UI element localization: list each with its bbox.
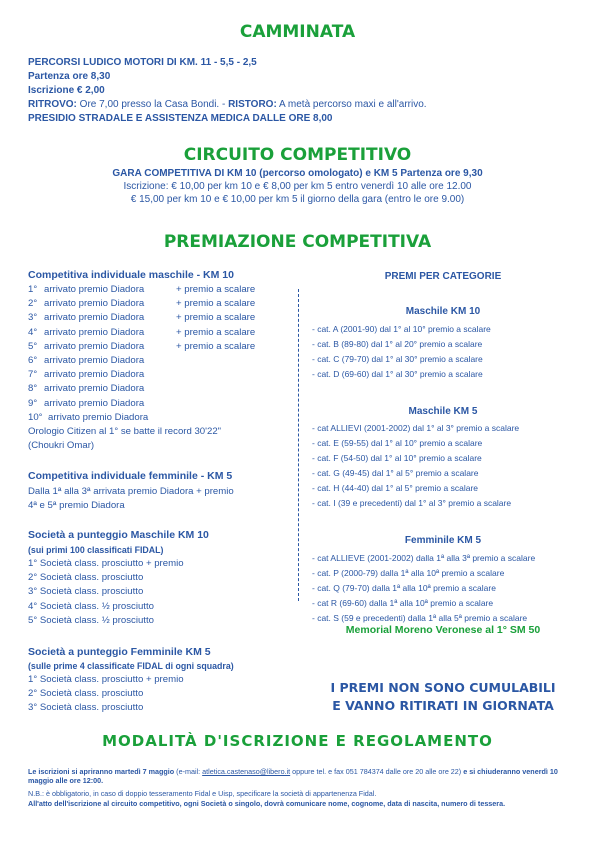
percorsi-line: PERCORSI LUDICO MOTORI DI KM. 11 - 5,5 - 2,5: [28, 57, 257, 68]
category-row: - cat. F (54-50) dal 1° al 10° premio a scalare: [312, 453, 482, 463]
ritrovo-line: [28, 99, 427, 111]
prize-rank: 2°: [28, 298, 38, 310]
femminile5-heading: Femminile KM 5: [404, 535, 482, 546]
category-row: - cat ALLIEVI (2001-2002) dal 1° al 3° premio a scalare: [312, 423, 520, 433]
maschile10-heading: Maschile KM 10: [405, 306, 481, 317]
iscrizione-line: Iscrizione € 2,00: [28, 85, 105, 96]
maschile10-list: [312, 322, 491, 382]
category-row: - cat. G (49-45) dal 1° al 5° premio a scalare: [312, 468, 479, 478]
prize-row: [28, 311, 255, 325]
prize-extra: + premio a scalare: [176, 312, 256, 324]
partenza-line: Partenza ore 8,30: [28, 71, 111, 82]
category-row: - cat. P (2000-79) dalla 1ª alla 10ª premio a scalare: [312, 568, 505, 578]
ind-femminile-line-1: Dalla 1ª alla 3ª arrivata premio Diadora + premio: [28, 486, 234, 497]
society-prize-row: 1° Società class. prosciutto + premio: [28, 674, 184, 685]
prize-row: [28, 326, 255, 340]
soc-maschile-heading: Società a punteggio Maschile KM 10: [28, 529, 209, 541]
prize-rank: 7°: [28, 369, 38, 381]
prize-rank: 9°: [28, 397, 38, 409]
prize-row: [28, 297, 255, 311]
category-row: - cat. Q (79-70) dalla 1ª alla 10ª premio a scalare: [312, 583, 496, 593]
soc-femminile-sub: (sulle prime 4 classificate FIDAL di ogni squadra): [28, 661, 234, 671]
email-link[interactable]: atletica.castenaso@libero.it: [202, 767, 291, 776]
circuito-iscrizione-1: Iscrizione: € 10,00 per km 10 e € 8,00 per km 5 entro venerdì 10 alle ore 12.00: [123, 181, 472, 192]
society-prize-row: 1° Società class. prosciutto + premio: [28, 558, 184, 569]
modalita-p1-b: (e-mail:: [174, 767, 203, 776]
prize-row: [28, 283, 255, 297]
prize-text: arrivato premio Diadora: [44, 369, 145, 381]
ind-femminile-heading: Competitiva individuale femminile - KM 5: [28, 470, 233, 482]
prize-row: [28, 354, 255, 368]
society-prize-row: 3° Società class. prosciutto: [28, 702, 144, 714]
prize-row: [28, 340, 255, 354]
ristoro-label: RISTORO:: [228, 99, 277, 110]
society-prize-row: 2° Società class. prosciutto: [28, 688, 144, 700]
prize-text: arrivato premio Diadora: [44, 340, 145, 352]
prize-text: arrivato premio Diadora: [44, 383, 145, 395]
category-row: - cat ALLIEVE (2001-2002) dalla 1ª alla 3ª premio a scalare: [312, 553, 536, 563]
society-prize-row: 5° Società class. ½ prosciutto: [28, 614, 154, 626]
prize-row: [28, 368, 255, 382]
soc-femminile-list: [28, 673, 184, 716]
prize-rank: 8°: [28, 383, 38, 395]
ritrovo-text: Ore 7,00 presso la Casa Bondi. -: [76, 99, 229, 110]
category-row: - cat. S (59 e precedenti) dalla 1ª alla 5ª premio a scalare: [312, 613, 528, 623]
modalita-p1-d: e si chiuderanno venerdì 10 maggio alle ore 12:00.: [28, 767, 558, 785]
prize-rank: 6°: [28, 355, 38, 367]
modalita-p1-c: oppure tel. e fax 051 784374 dalle ore 20 alle ore 22): [290, 767, 462, 776]
ind-maschile-list: [28, 283, 255, 425]
prize-rank: 10°: [28, 411, 43, 423]
circuito-iscrizione-2: € 15,00 per km 10 e € 10,00 per km 5 il giorno della gara (entro le ore 9.00): [130, 194, 465, 205]
ritrovo-label: RITROVO:: [28, 99, 77, 110]
prize-rank: 5°: [28, 340, 38, 352]
category-row: - cat. E (59-55) dal 1° al 10° premio a scalare: [312, 438, 483, 448]
maschile5-heading: Maschile KM 5: [408, 406, 478, 417]
femminile5-list: [312, 551, 535, 626]
category-row: - cat. B (89-80) dal 1° al 20° premio a scalare: [312, 339, 483, 349]
gara-line: GARA COMPETITIVA DI KM 10 (percorso omologato) e KM 5 Partenza ore 9,30: [112, 168, 483, 179]
category-row: - cat. A (2001-90) dal 1° al 10° premio a scalare: [312, 324, 491, 334]
soc-maschile-list: [28, 557, 184, 628]
category-row: - cat. I (39 e precedenti) dal 1° al 3° premio a scalare: [312, 498, 512, 508]
orologio-line-1: Orologio Citizen al 1° se batte il record 30'22": [28, 426, 222, 437]
modalita-paragraph-2: N.B.: è obbligatorio, in caso di doppio tesseramento Fidal e Uisp, specificare la società di appartenenza Fidal.: [28, 789, 377, 798]
category-row: - cat. D (69-60) dal 1° al 30° premio a scalare: [312, 369, 483, 379]
prize-extra: + premio a scalare: [176, 298, 256, 310]
prize-text: arrivato premio Diadora: [48, 411, 149, 423]
prize-text: arrivato premio Diadora: [44, 298, 145, 310]
orologio-line-2: (Choukri Omar): [28, 440, 95, 451]
prize-extra: + premio a scalare: [176, 326, 256, 338]
society-prize-row: 2° Società class. prosciutto: [28, 572, 144, 584]
society-prize-row: 4° Società class. ½ prosciutto: [28, 600, 154, 612]
ind-maschile-heading: Competitiva individuale maschile - KM 10: [28, 269, 234, 281]
ind-femminile-line-2: 4ª e 5ª premio Diadora: [28, 500, 125, 511]
soc-femminile-heading: Società a punteggio Femminile KM 5: [28, 646, 211, 658]
prize-text: arrivato premio Diadora: [44, 397, 145, 409]
maschile5-list: [312, 421, 519, 511]
non-cumulabili-2: E VANNO RITIRATI IN GIORNATA: [332, 698, 554, 713]
camminata-title: CAMMINATA: [239, 22, 356, 42]
presidio-line: PRESIDIO STRADALE E ASSISTENZA MEDICA DALLE ORE 8,00: [28, 113, 333, 124]
prize-row: [28, 411, 255, 425]
non-cumulabili-1: I PREMI NON SONO CUMULABILI: [330, 680, 556, 695]
prize-text: arrivato premio Diadora: [44, 312, 145, 324]
ristoro-text: A metà percorso maxi e all'arrivo.: [276, 99, 427, 110]
prize-rank: 3°: [28, 312, 38, 324]
prize-text: arrivato premio Diadora: [44, 326, 145, 338]
prize-rank: 1°: [28, 284, 38, 295]
category-row: - cat. H (44-40) dal 1° al 5° premio a scalare: [312, 483, 479, 493]
category-row: - cat. C (79-70) dal 1° al 30° premio a scalare: [312, 354, 483, 364]
society-prize-row: 3° Società class. prosciutto: [28, 586, 144, 598]
prize-text: arrivato premio Diadora: [44, 355, 145, 367]
soc-maschile-sub: (sui primi 100 classificati FIDAL): [28, 545, 164, 555]
prize-rank: 4°: [28, 326, 38, 338]
modalita-paragraph-1: [28, 767, 573, 785]
prize-row: [28, 382, 255, 396]
prize-row: [28, 397, 255, 411]
category-row: - cat R (69-60) dalla 1ª alla 10ª premio a scalare: [312, 598, 494, 608]
modalita-paragraph-3: All'atto dell'iscrizione al circuito competitivo, ogni Società o singolo, dovrà comunicare nome, cognome, data di nascita, numero di tessera.: [28, 799, 506, 808]
prize-extra: + premio a scalare: [176, 340, 256, 352]
prize-text: arrivato premio Diadora: [44, 284, 145, 295]
modalita-title: MODALITÀ D'ISCRIZIONE E REGOLAMENTO: [102, 732, 493, 750]
circuito-title: CIRCUITO COMPETITIVO: [183, 145, 412, 165]
memorial-line: Memorial Moreno Veronese al 1° SM 50: [345, 624, 541, 636]
premiazione-title: PREMIAZIONE COMPETITIVA: [163, 232, 432, 252]
column-divider: [298, 289, 299, 601]
modalita-p1-a: Le iscrizioni si apriranno martedì 7 maggio: [28, 767, 175, 776]
categorie-heading: PREMI PER CATEGORIE: [384, 271, 502, 282]
prize-extra: + premio a scalare: [176, 284, 256, 295]
